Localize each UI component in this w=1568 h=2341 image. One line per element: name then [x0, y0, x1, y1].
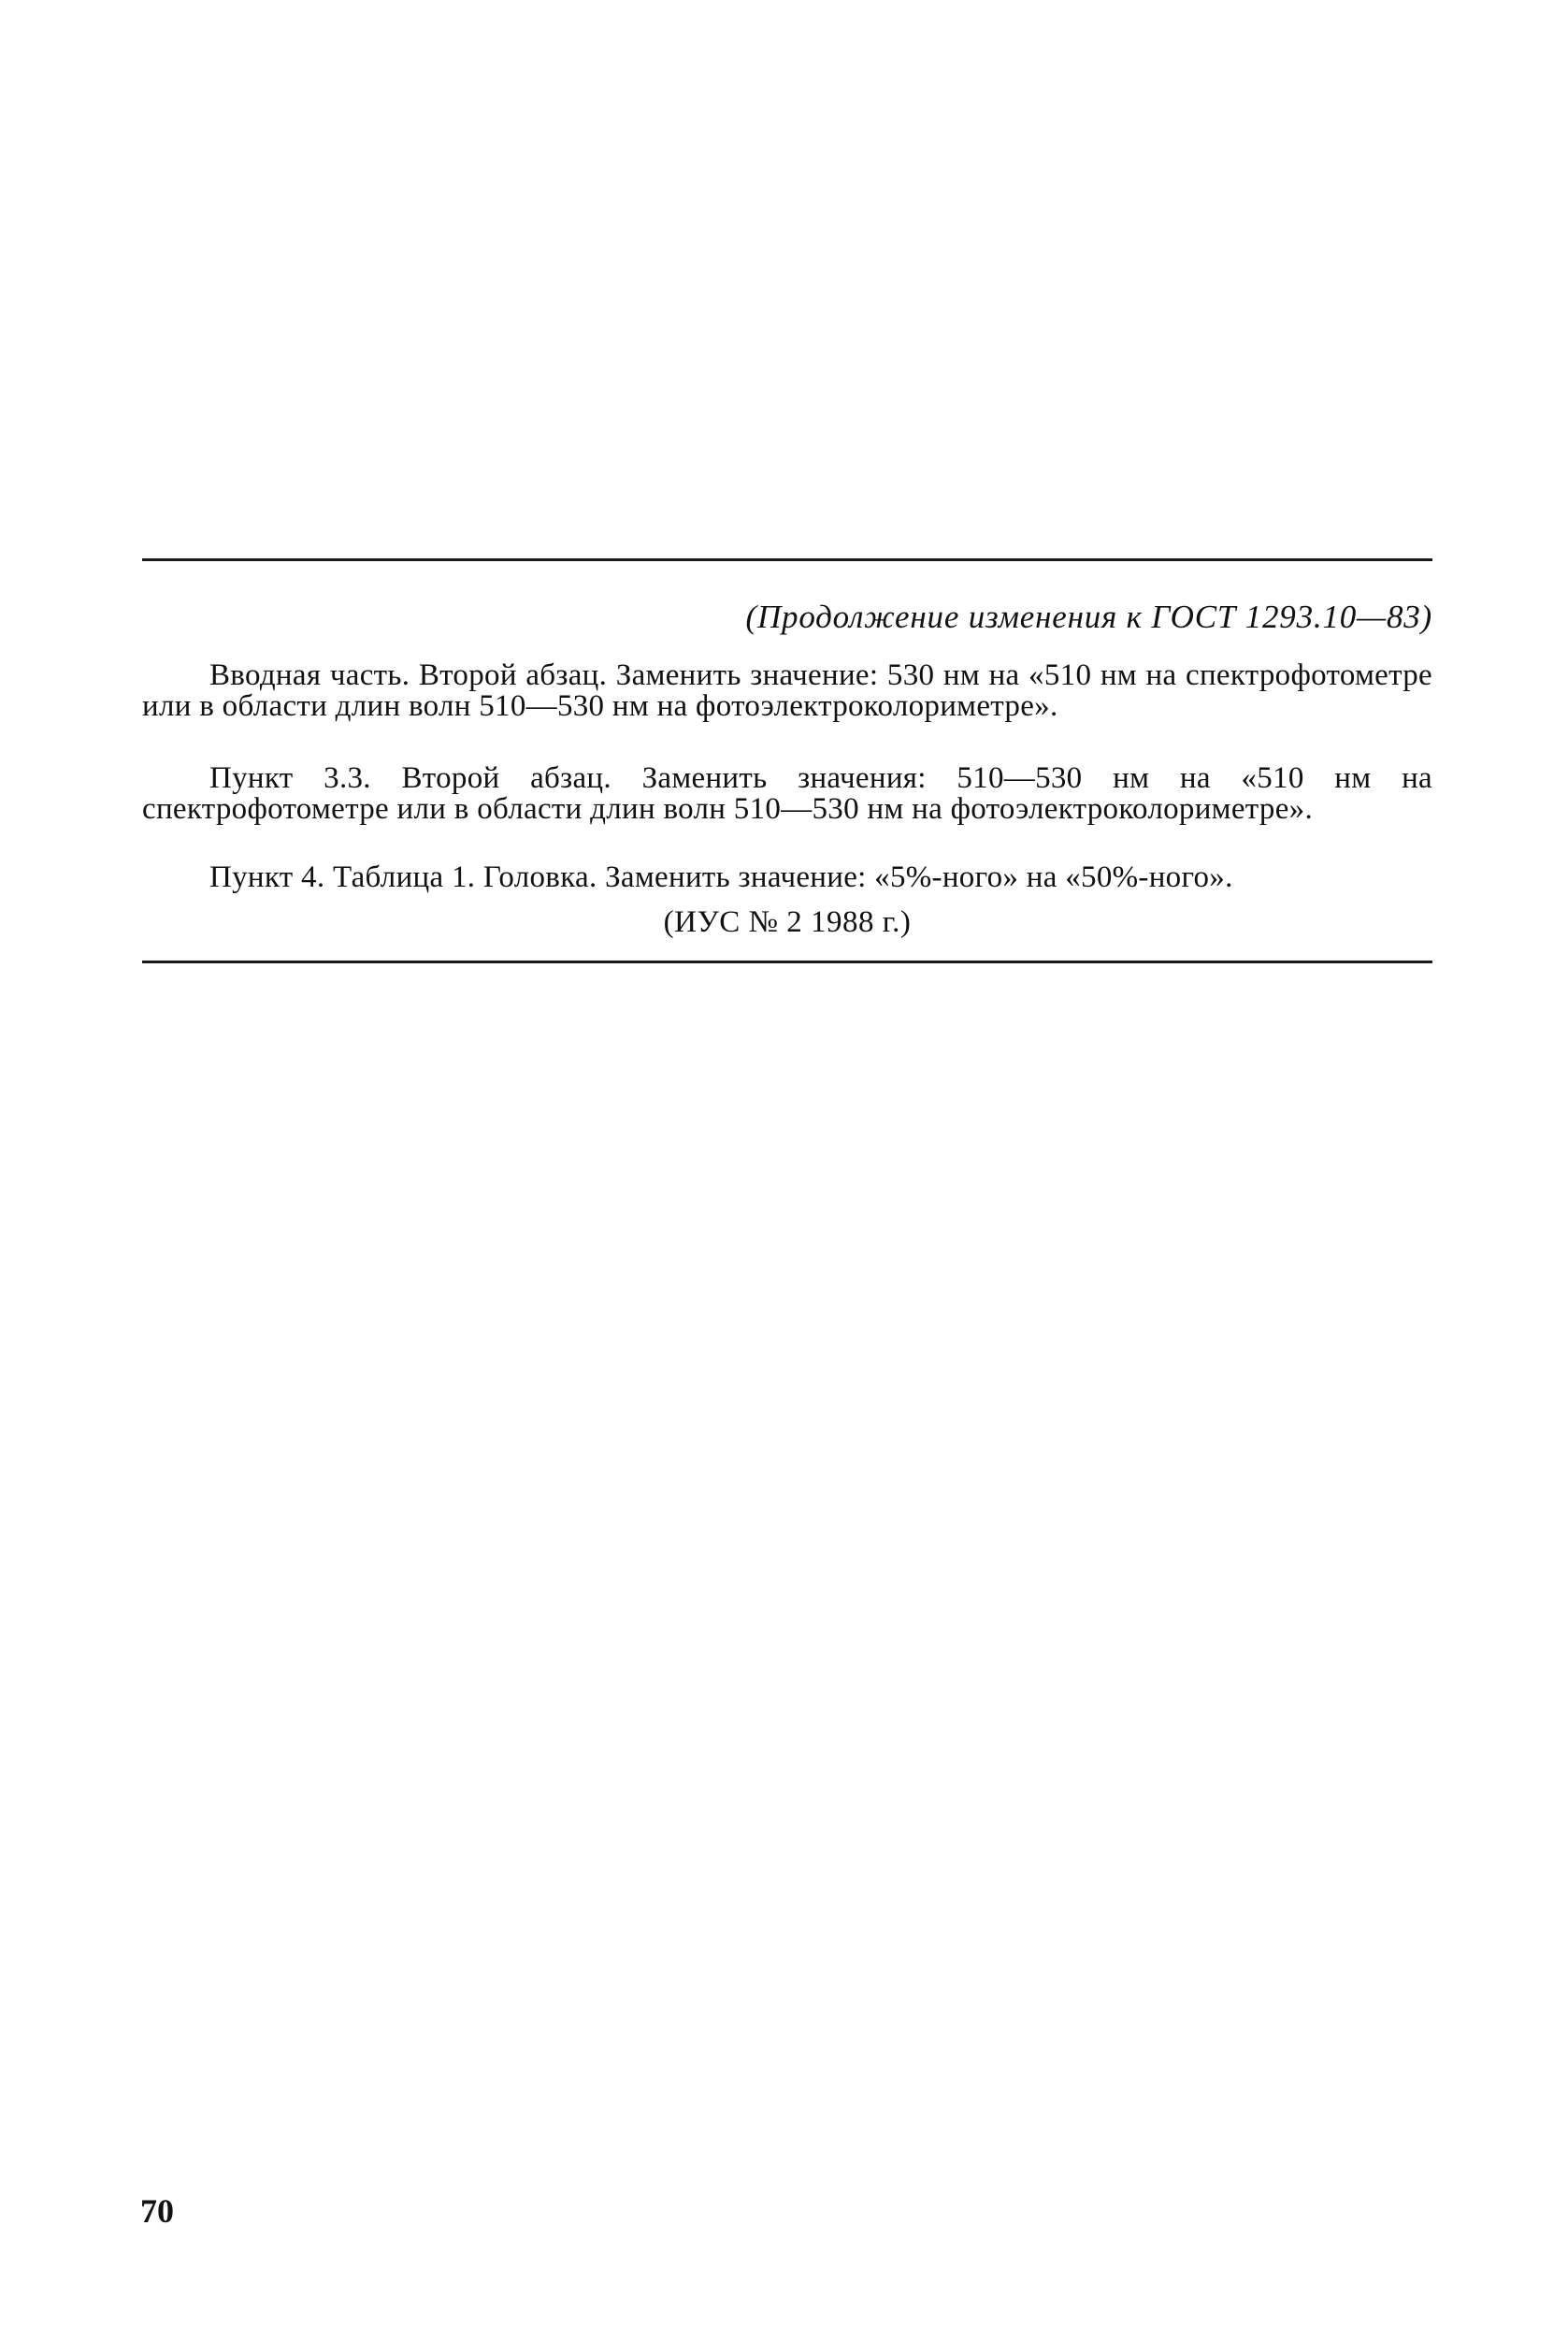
- top-divider: [142, 558, 1432, 561]
- amendment-paragraph-introduction: Вводная часть. Второй абзац. Заменить значение: 530 нм на «510 нм на спектрофотометре или в области длин волн 510—530 нм на фотоэлектроколориметре».: [142, 658, 1432, 723]
- amendment-paragraph-item-3-3: Пункт 3.3. Второй абзац. Заменить значения: 510—530 нм на «510 нм на спектрофотометре или в области длин волн 510—530 нм на фотоэлектроколориметре».: [142, 761, 1432, 826]
- source-reference: (ИУС № 2 1988 г.): [663, 905, 912, 939]
- bottom-divider: [142, 961, 1432, 963]
- amendment-heading: (Продолжение изменения к ГОСТ 1293.10—83): [745, 599, 1432, 635]
- page-number: 70: [140, 2192, 174, 2230]
- amendment-paragraph-item-4: Пункт 4. Таблица 1. Головка. Заменить значение: «5%-ного» на «50%-ного».: [209, 860, 1233, 894]
